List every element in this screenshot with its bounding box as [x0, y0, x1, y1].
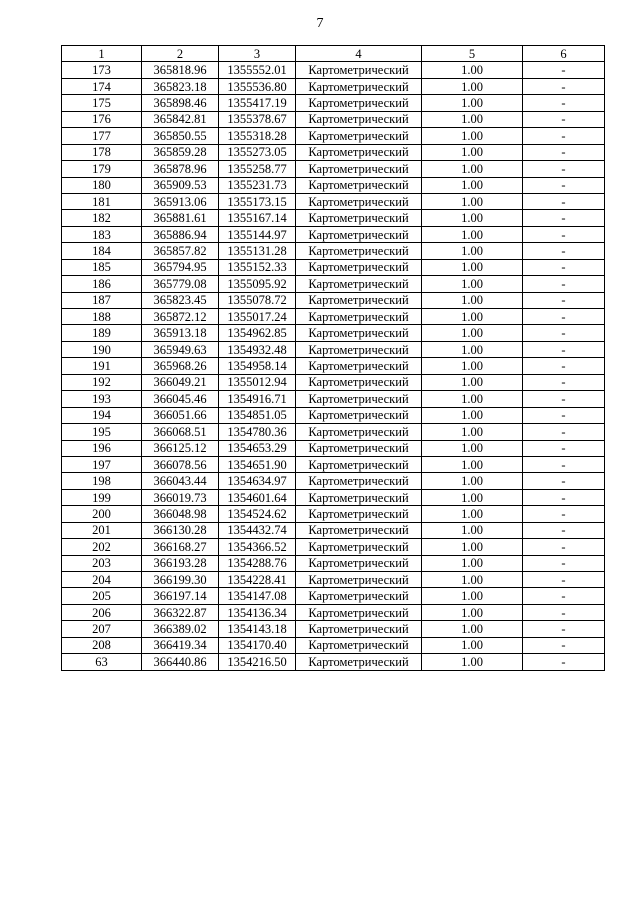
y-coordinate-cell: 1355273.05: [219, 144, 296, 160]
table-row: [62, 391, 605, 407]
x-coordinate-cell: 366322.87: [142, 604, 219, 620]
table-row: [62, 341, 605, 357]
description-cell: -: [523, 424, 605, 440]
x-coordinate-cell: 365909.53: [142, 177, 219, 193]
accuracy-cell: 1.00: [422, 358, 523, 374]
description-cell: -: [523, 604, 605, 620]
point-number-cell: 208: [62, 637, 142, 653]
accuracy-cell: 1.00: [422, 276, 523, 292]
table-row: [62, 374, 605, 390]
description-cell: -: [523, 654, 605, 670]
description-cell: -: [523, 456, 605, 472]
description-cell: -: [523, 391, 605, 407]
accuracy-cell: 1.00: [422, 456, 523, 472]
x-coordinate-cell: 365823.45: [142, 292, 219, 308]
description-cell: -: [523, 226, 605, 242]
method-cell: Картометрический: [296, 161, 422, 177]
x-coordinate-cell: 365913.06: [142, 193, 219, 209]
method-cell: Картометрический: [296, 588, 422, 604]
method-cell: Картометрический: [296, 210, 422, 226]
y-coordinate-cell: 1355078.72: [219, 292, 296, 308]
description-cell: -: [523, 177, 605, 193]
x-coordinate-cell: 366130.28: [142, 522, 219, 538]
description-cell: -: [523, 62, 605, 78]
point-number-cell: 205: [62, 588, 142, 604]
y-coordinate-cell: 1354851.05: [219, 407, 296, 423]
x-coordinate-cell: 365949.63: [142, 341, 219, 357]
method-cell: Картометрический: [296, 177, 422, 193]
description-cell: -: [523, 309, 605, 325]
description-cell: -: [523, 555, 605, 571]
table-row: [62, 161, 605, 177]
table-row: [62, 309, 605, 325]
x-coordinate-cell: 366048.98: [142, 506, 219, 522]
x-coordinate-cell: 365913.18: [142, 325, 219, 341]
accuracy-cell: 1.00: [422, 374, 523, 390]
accuracy-cell: 1.00: [422, 226, 523, 242]
point-number-cell: 203: [62, 555, 142, 571]
y-coordinate-cell: 1355017.24: [219, 309, 296, 325]
description-cell: -: [523, 276, 605, 292]
point-number-cell: 200: [62, 506, 142, 522]
table-row: [62, 555, 605, 571]
description-cell: -: [523, 588, 605, 604]
method-cell: Картометрический: [296, 78, 422, 94]
accuracy-cell: 1.00: [422, 539, 523, 555]
description-cell: -: [523, 506, 605, 522]
point-number-cell: 174: [62, 78, 142, 94]
point-number-cell: 199: [62, 489, 142, 505]
accuracy-cell: 1.00: [422, 292, 523, 308]
method-cell: Картометрический: [296, 604, 422, 620]
point-number-cell: 194: [62, 407, 142, 423]
description-cell: -: [523, 161, 605, 177]
x-coordinate-cell: 365881.61: [142, 210, 219, 226]
point-number-cell: 188: [62, 309, 142, 325]
accuracy-cell: 1.00: [422, 161, 523, 177]
method-cell: Картометрический: [296, 621, 422, 637]
description-cell: -: [523, 473, 605, 489]
accuracy-cell: 1.00: [422, 473, 523, 489]
x-coordinate-cell: 366049.21: [142, 374, 219, 390]
column-header-4: 4: [296, 46, 422, 62]
x-coordinate-cell: 365779.08: [142, 276, 219, 292]
y-coordinate-cell: 1355152.33: [219, 259, 296, 275]
table-row: [62, 210, 605, 226]
accuracy-cell: 1.00: [422, 259, 523, 275]
x-coordinate-cell: 366019.73: [142, 489, 219, 505]
method-cell: Картометрический: [296, 424, 422, 440]
y-coordinate-cell: 1354170.40: [219, 637, 296, 653]
y-coordinate-cell: 1354651.90: [219, 456, 296, 472]
description-cell: -: [523, 325, 605, 341]
y-coordinate-cell: 1355536.80: [219, 78, 296, 94]
table-row: [62, 292, 605, 308]
x-coordinate-cell: 365823.18: [142, 78, 219, 94]
point-number-cell: 183: [62, 226, 142, 242]
description-cell: -: [523, 210, 605, 226]
y-coordinate-cell: 1354780.36: [219, 424, 296, 440]
y-coordinate-cell: 1354524.62: [219, 506, 296, 522]
method-cell: Картометрический: [296, 555, 422, 571]
accuracy-cell: 1.00: [422, 210, 523, 226]
x-coordinate-cell: 366419.34: [142, 637, 219, 653]
point-number-cell: 63: [62, 654, 142, 670]
description-cell: -: [523, 78, 605, 94]
header-row: [62, 46, 605, 62]
table-row: [62, 424, 605, 440]
accuracy-cell: 1.00: [422, 128, 523, 144]
point-number-cell: 185: [62, 259, 142, 275]
x-coordinate-cell: 366068.51: [142, 424, 219, 440]
table-row: [62, 144, 605, 160]
y-coordinate-cell: 1355231.73: [219, 177, 296, 193]
point-number-cell: 193: [62, 391, 142, 407]
description-cell: -: [523, 440, 605, 456]
method-cell: Картометрический: [296, 506, 422, 522]
accuracy-cell: 1.00: [422, 243, 523, 259]
y-coordinate-cell: 1354216.50: [219, 654, 296, 670]
description-cell: -: [523, 572, 605, 588]
table-row: [62, 621, 605, 637]
table-row: [62, 489, 605, 505]
x-coordinate-cell: 366045.46: [142, 391, 219, 407]
method-cell: Картометрический: [296, 473, 422, 489]
point-number-cell: 207: [62, 621, 142, 637]
x-coordinate-cell: 365794.95: [142, 259, 219, 275]
table-header: [62, 46, 605, 62]
y-coordinate-cell: 1354932.48: [219, 341, 296, 357]
description-cell: -: [523, 358, 605, 374]
accuracy-cell: 1.00: [422, 309, 523, 325]
accuracy-cell: 1.00: [422, 424, 523, 440]
column-header-6: 6: [523, 46, 605, 62]
x-coordinate-cell: 365898.46: [142, 95, 219, 111]
y-coordinate-cell: 1354147.08: [219, 588, 296, 604]
method-cell: Картометрический: [296, 637, 422, 653]
table-row: [62, 243, 605, 259]
x-coordinate-cell: 365857.82: [142, 243, 219, 259]
coordinates-table: [61, 45, 605, 671]
y-coordinate-cell: 1354653.29: [219, 440, 296, 456]
point-number-cell: 178: [62, 144, 142, 160]
table-row: [62, 95, 605, 111]
accuracy-cell: 1.00: [422, 621, 523, 637]
table-row: [62, 276, 605, 292]
accuracy-cell: 1.00: [422, 588, 523, 604]
table-row: [62, 604, 605, 620]
method-cell: Картометрический: [296, 572, 422, 588]
method-cell: Картометрический: [296, 62, 422, 78]
table-row: [62, 637, 605, 653]
table-row: [62, 506, 605, 522]
table-row: [62, 473, 605, 489]
description-cell: -: [523, 522, 605, 538]
table-row: [62, 128, 605, 144]
accuracy-cell: 1.00: [422, 407, 523, 423]
description-cell: -: [523, 243, 605, 259]
table-row: [62, 588, 605, 604]
x-coordinate-cell: 365878.96: [142, 161, 219, 177]
y-coordinate-cell: 1354143.18: [219, 621, 296, 637]
x-coordinate-cell: 366193.28: [142, 555, 219, 571]
description-cell: -: [523, 128, 605, 144]
x-coordinate-cell: 366440.86: [142, 654, 219, 670]
point-number-cell: 184: [62, 243, 142, 259]
accuracy-cell: 1.00: [422, 62, 523, 78]
y-coordinate-cell: 1355552.01: [219, 62, 296, 78]
y-coordinate-cell: 1354432.74: [219, 522, 296, 538]
method-cell: Картометрический: [296, 259, 422, 275]
y-coordinate-cell: 1354228.41: [219, 572, 296, 588]
method-cell: Картометрический: [296, 341, 422, 357]
table-row: [62, 654, 605, 670]
x-coordinate-cell: 366199.30: [142, 572, 219, 588]
page-number: 7: [316, 16, 324, 31]
accuracy-cell: 1.00: [422, 506, 523, 522]
x-coordinate-cell: 365968.26: [142, 358, 219, 374]
y-coordinate-cell: 1354601.64: [219, 489, 296, 505]
table-body: [62, 62, 605, 670]
y-coordinate-cell: 1354962.85: [219, 325, 296, 341]
accuracy-cell: 1.00: [422, 325, 523, 341]
description-cell: -: [523, 144, 605, 160]
accuracy-cell: 1.00: [422, 341, 523, 357]
y-coordinate-cell: 1355173.15: [219, 193, 296, 209]
accuracy-cell: 1.00: [422, 391, 523, 407]
column-header-3: 3: [219, 46, 296, 62]
y-coordinate-cell: 1354634.97: [219, 473, 296, 489]
table-row: [62, 177, 605, 193]
point-number-cell: 180: [62, 177, 142, 193]
method-cell: Картометрический: [296, 489, 422, 505]
accuracy-cell: 1.00: [422, 555, 523, 571]
x-coordinate-cell: 366078.56: [142, 456, 219, 472]
x-coordinate-cell: 365818.96: [142, 62, 219, 78]
accuracy-cell: 1.00: [422, 95, 523, 111]
accuracy-cell: 1.00: [422, 654, 523, 670]
point-number-cell: 195: [62, 424, 142, 440]
accuracy-cell: 1.00: [422, 193, 523, 209]
y-coordinate-cell: 1355258.77: [219, 161, 296, 177]
point-number-cell: 190: [62, 341, 142, 357]
table-row: [62, 111, 605, 127]
accuracy-cell: 1.00: [422, 78, 523, 94]
accuracy-cell: 1.00: [422, 489, 523, 505]
table-row: [62, 572, 605, 588]
point-number-cell: 179: [62, 161, 142, 177]
column-header-1: 1: [62, 46, 142, 62]
table-row: [62, 407, 605, 423]
description-cell: -: [523, 259, 605, 275]
table-row: [62, 259, 605, 275]
point-number-cell: 182: [62, 210, 142, 226]
table-row: [62, 522, 605, 538]
x-coordinate-cell: 365842.81: [142, 111, 219, 127]
x-coordinate-cell: 366125.12: [142, 440, 219, 456]
method-cell: Картометрический: [296, 539, 422, 555]
x-coordinate-cell: 365872.12: [142, 309, 219, 325]
point-number-cell: 187: [62, 292, 142, 308]
table-row: [62, 325, 605, 341]
method-cell: Картометрический: [296, 226, 422, 242]
point-number-cell: 189: [62, 325, 142, 341]
method-cell: Картометрический: [296, 407, 422, 423]
table-row: [62, 440, 605, 456]
method-cell: Картометрический: [296, 193, 422, 209]
method-cell: Картометрический: [296, 309, 422, 325]
y-coordinate-cell: 1355012.94: [219, 374, 296, 390]
x-coordinate-cell: 366168.27: [142, 539, 219, 555]
point-number-cell: 202: [62, 539, 142, 555]
point-number-cell: 191: [62, 358, 142, 374]
method-cell: Картометрический: [296, 111, 422, 127]
point-number-cell: 198: [62, 473, 142, 489]
table-row: [62, 78, 605, 94]
y-coordinate-cell: 1355131.28: [219, 243, 296, 259]
method-cell: Картометрический: [296, 374, 422, 390]
x-coordinate-cell: 366197.14: [142, 588, 219, 604]
y-coordinate-cell: 1355378.67: [219, 111, 296, 127]
description-cell: -: [523, 489, 605, 505]
table-row: [62, 456, 605, 472]
description-cell: -: [523, 193, 605, 209]
point-number-cell: 175: [62, 95, 142, 111]
description-cell: -: [523, 341, 605, 357]
point-number-cell: 177: [62, 128, 142, 144]
description-cell: -: [523, 407, 605, 423]
point-number-cell: 176: [62, 111, 142, 127]
x-coordinate-cell: 366389.02: [142, 621, 219, 637]
accuracy-cell: 1.00: [422, 604, 523, 620]
method-cell: Картометрический: [296, 95, 422, 111]
y-coordinate-cell: 1355417.19: [219, 95, 296, 111]
y-coordinate-cell: 1355095.92: [219, 276, 296, 292]
accuracy-cell: 1.00: [422, 144, 523, 160]
method-cell: Картометрический: [296, 325, 422, 341]
accuracy-cell: 1.00: [422, 440, 523, 456]
point-number-cell: 173: [62, 62, 142, 78]
method-cell: Картометрический: [296, 276, 422, 292]
y-coordinate-cell: 1354288.76: [219, 555, 296, 571]
x-coordinate-cell: 365886.94: [142, 226, 219, 242]
method-cell: Картометрический: [296, 243, 422, 259]
table-row: [62, 358, 605, 374]
y-coordinate-cell: 1355144.97: [219, 226, 296, 242]
point-number-cell: 181: [62, 193, 142, 209]
method-cell: Картометрический: [296, 456, 422, 472]
column-header-5: 5: [422, 46, 523, 62]
y-coordinate-cell: 1354916.71: [219, 391, 296, 407]
point-number-cell: 192: [62, 374, 142, 390]
method-cell: Картометрический: [296, 391, 422, 407]
description-cell: -: [523, 374, 605, 390]
table-row: [62, 226, 605, 242]
method-cell: Картометрический: [296, 128, 422, 144]
x-coordinate-cell: 366043.44: [142, 473, 219, 489]
table-row: [62, 193, 605, 209]
y-coordinate-cell: 1354958.14: [219, 358, 296, 374]
method-cell: Картометрический: [296, 358, 422, 374]
accuracy-cell: 1.00: [422, 177, 523, 193]
method-cell: Картометрический: [296, 292, 422, 308]
description-cell: -: [523, 621, 605, 637]
method-cell: Картометрический: [296, 144, 422, 160]
y-coordinate-cell: 1355318.28: [219, 128, 296, 144]
point-number-cell: 197: [62, 456, 142, 472]
point-number-cell: 186: [62, 276, 142, 292]
description-cell: -: [523, 637, 605, 653]
point-number-cell: 206: [62, 604, 142, 620]
description-cell: -: [523, 95, 605, 111]
table-row: [62, 539, 605, 555]
point-number-cell: 201: [62, 522, 142, 538]
description-cell: -: [523, 539, 605, 555]
y-coordinate-cell: 1354136.34: [219, 604, 296, 620]
accuracy-cell: 1.00: [422, 572, 523, 588]
x-coordinate-cell: 365859.28: [142, 144, 219, 160]
column-header-2: 2: [142, 46, 219, 62]
description-cell: -: [523, 292, 605, 308]
y-coordinate-cell: 1355167.14: [219, 210, 296, 226]
table-row: [62, 62, 605, 78]
x-coordinate-cell: 365850.55: [142, 128, 219, 144]
x-coordinate-cell: 366051.66: [142, 407, 219, 423]
accuracy-cell: 1.00: [422, 522, 523, 538]
y-coordinate-cell: 1354366.52: [219, 539, 296, 555]
accuracy-cell: 1.00: [422, 111, 523, 127]
description-cell: -: [523, 111, 605, 127]
point-number-cell: 196: [62, 440, 142, 456]
point-number-cell: 204: [62, 572, 142, 588]
accuracy-cell: 1.00: [422, 637, 523, 653]
method-cell: Картометрический: [296, 654, 422, 670]
method-cell: Картометрический: [296, 440, 422, 456]
method-cell: Картометрический: [296, 522, 422, 538]
